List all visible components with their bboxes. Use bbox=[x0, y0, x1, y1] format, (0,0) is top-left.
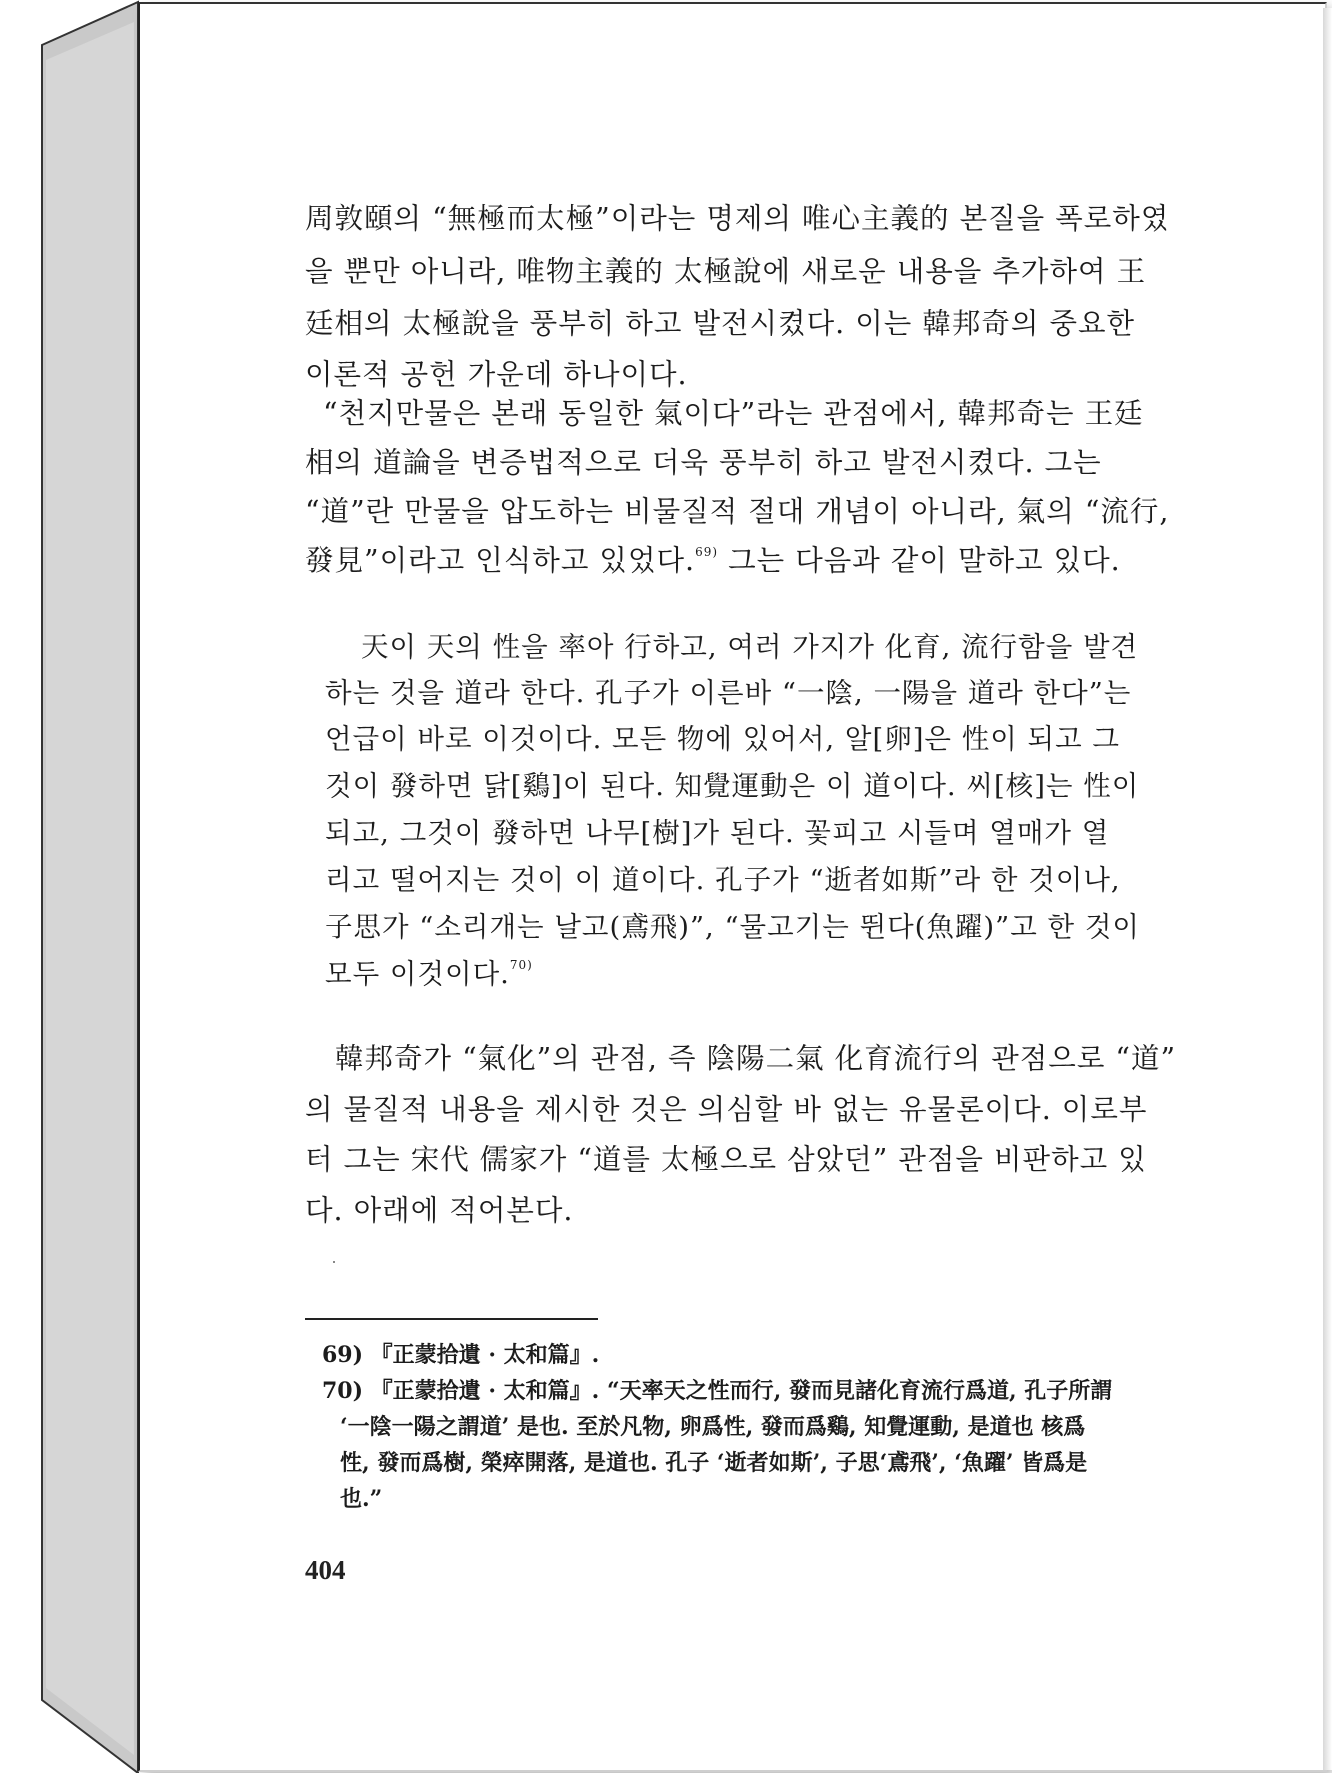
text-segment: 모두 이것이다. bbox=[325, 958, 510, 990]
text-segment: 그는 다음과 같이 말하고 있다. bbox=[718, 544, 1121, 577]
text-line: 하는 것을 道라 한다. 孔子가 이른바 “一陰, 一陽을 道라 한다”는 bbox=[325, 677, 1132, 709]
text-line: 의 물질적 내용을 제시한 것은 의심할 바 없는 유물론이다. 이로부 bbox=[305, 1093, 1148, 1126]
footnote-ref-69: 69) bbox=[695, 545, 719, 559]
text-line: “道”란 만물을 압도하는 비물질적 절대 개념이 아니라, 氣의 “流行, bbox=[305, 495, 1170, 528]
text-line bbox=[305, 538, 1121, 579]
text-line: 언급이 바로 이것이다. 모든 物에 있어서, 알[卵]은 性이 되고 그 bbox=[325, 723, 1120, 755]
footnote-70-cont: ‘一陰一陽之謂道’ 是也. 至於凡物, 卵爲性, 發而爲鷄, 知覺運動, 是道也 核爲 bbox=[340, 1414, 1086, 1440]
text-line: 되고, 그것이 發하면 나무[樹]가 된다. 꽃피고 시들며 열매가 열 bbox=[325, 817, 1110, 849]
footnote-ref-70: 70) bbox=[509, 958, 533, 972]
text-line: 韓邦奇가 “氣化”의 관점, 즉 陰陽二氣 化育流行의 관점으로 “道” bbox=[335, 1042, 1177, 1075]
text-line: “천지만물은 본래 동일한 氣이다”라는 관점에서, 韓邦奇는 王廷 bbox=[323, 397, 1144, 430]
text-line: 廷相의 太極說을 풍부히 하고 발전시켰다. 이는 韓邦奇의 중요한 bbox=[305, 307, 1136, 340]
text-line: 周敦頤의 “無極而太極”이라는 명제의 唯心主義的 본질을 폭로하였 bbox=[305, 202, 1170, 235]
page-edge-shadow bbox=[1323, 8, 1332, 1770]
page-number: 404 bbox=[305, 1555, 346, 1585]
text-line: 터 그는 宋代 儒家가 “道를 太極으로 삼았던” 관점을 비판하고 있 bbox=[305, 1143, 1147, 1176]
footnote-69: 69) 『正蒙拾遺 · 太和篇』. bbox=[322, 1342, 600, 1368]
text-segment: 發見”이라고 인식하고 있었다. bbox=[305, 544, 696, 577]
text-line: 이론적 공헌 가운데 하나이다. bbox=[305, 358, 688, 391]
text-line: 다. 아래에 적어본다. bbox=[305, 1194, 574, 1227]
footnote-divider bbox=[305, 1318, 598, 1320]
text-line: 相의 道論을 변증법적으로 더욱 풍부히 하고 발전시켰다. 그는 bbox=[305, 446, 1102, 479]
text-line: 것이 發하면 닭[鷄]이 된다. 知覺運動은 이 道이다. 씨[核]는 性이 bbox=[325, 770, 1140, 802]
text-line: 을 뿐만 아니라, 唯物主義的 太極說에 새로운 내용을 추가하여 王 bbox=[305, 255, 1147, 288]
footnote-70-cont: 性, 發而爲樹, 榮瘁開落, 是道也. 孔子 ‘逝者如斯’, 子思‘鳶飛’, ‘魚躍’ 皆爲是 bbox=[340, 1450, 1088, 1476]
footnote-70-cont: 也.” bbox=[340, 1486, 383, 1512]
text-line: 天이 天의 性을 率아 行하고, 여러 가지가 化育, 流行함을 발견 bbox=[361, 631, 1139, 663]
text-line bbox=[325, 951, 533, 991]
print-speck bbox=[333, 1261, 335, 1263]
book-spine bbox=[0, 0, 140, 1773]
text-line: 子思가 “소리개는 날고(鳶飛)”, “물고기는 뛴다(魚躍)”고 한 것이 bbox=[325, 911, 1140, 943]
footnote-70: 70) 『正蒙拾遺 · 太和篇』. “天率天之性而行, 發而見諸化育流行爲道, 孔子所謂 bbox=[322, 1378, 1113, 1404]
text-line: 리고 떨어지는 것이 이 道이다. 孔子가 “逝者如斯”라 한 것이나, bbox=[325, 864, 1121, 896]
